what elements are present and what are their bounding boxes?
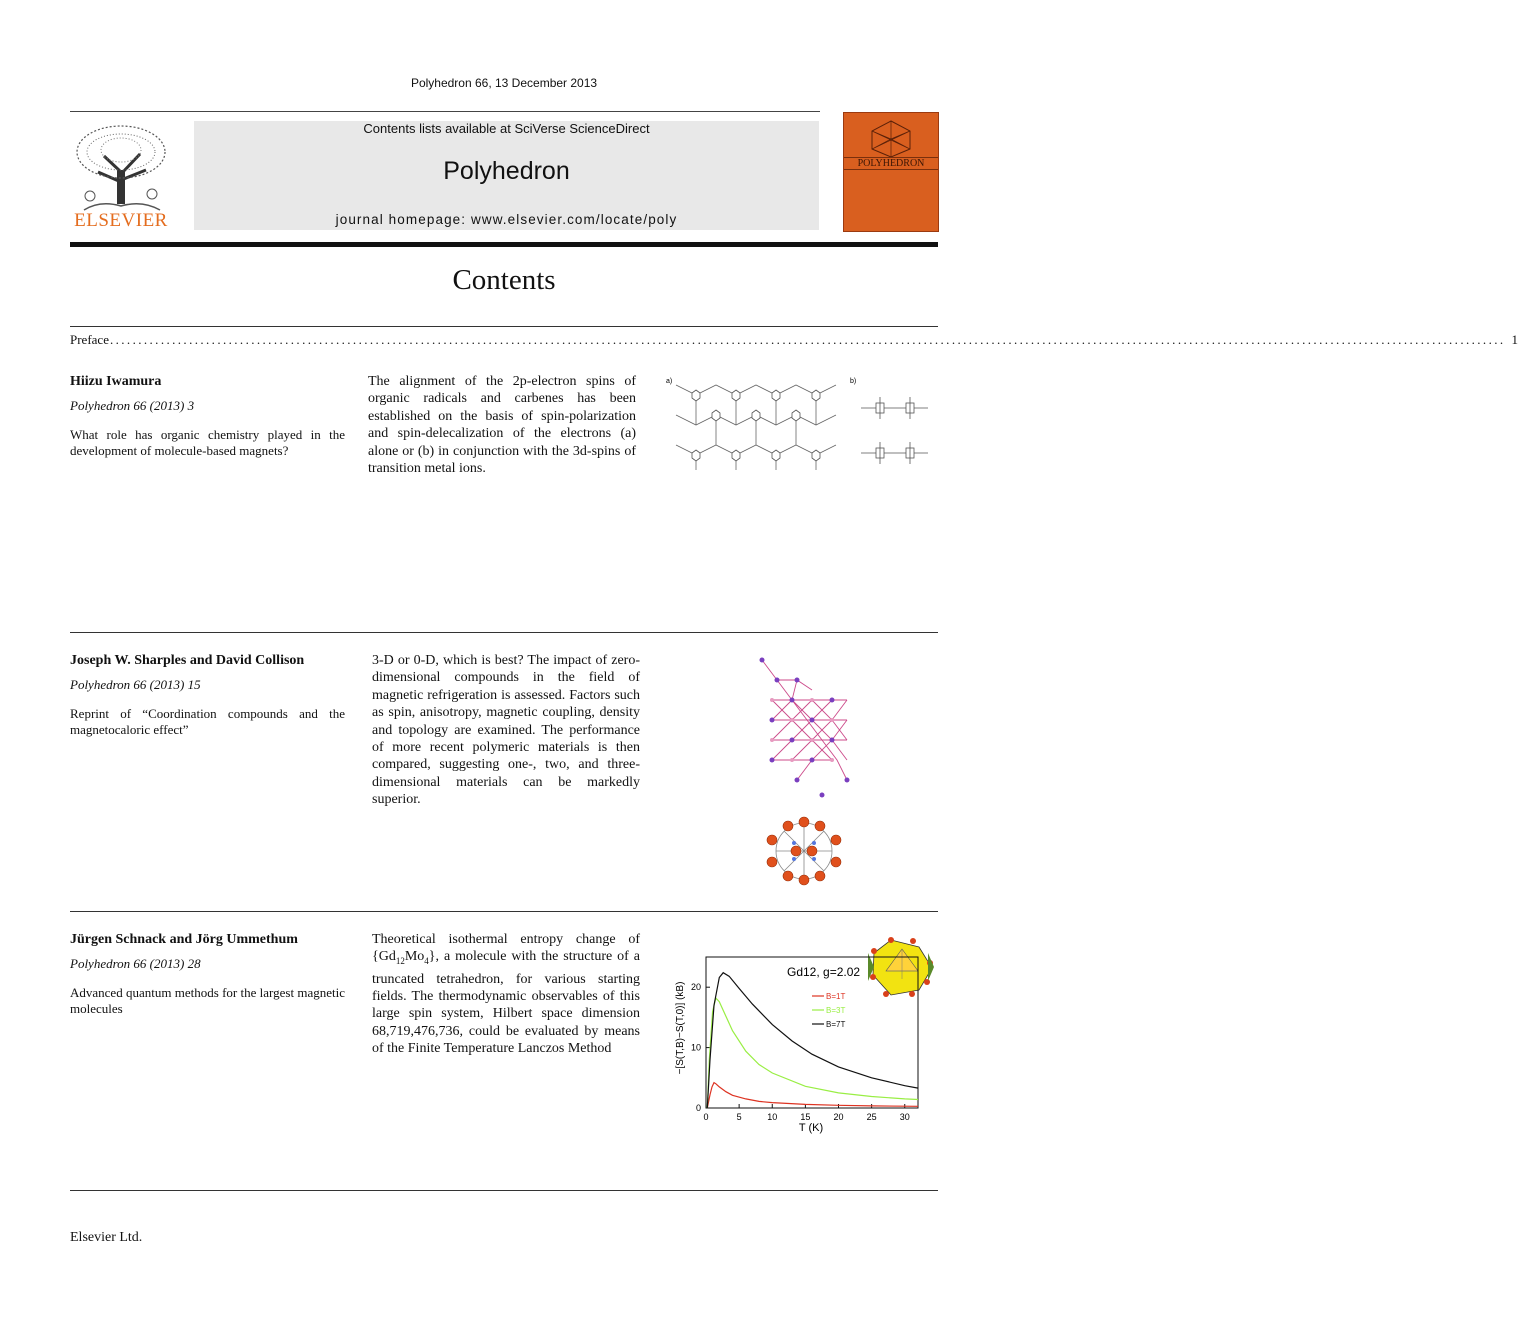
entry-citation: Polyhedron 66 (2013) 3 [70, 398, 195, 413]
divider [70, 326, 938, 327]
chart-x-tick-label: 20 [833, 1112, 844, 1122]
chart-y-tick-label: 10 [690, 1042, 701, 1053]
header-rule [70, 111, 820, 112]
graphical-abstract-2a [752, 655, 857, 800]
entry-note: Advanced quantum methods for the largest magnetic molecules [70, 985, 345, 1016]
entry-abstract: Theoretical isothermal entropy change of $\{Gd_{12}Mo_4\}$, a molecule with the structure of a truncated tetrahedron, for various starting fields. The thermodynamic observables of this large spin system, Hilbert space dimension 68,719,476,736, could be evaluated by means of the Finite Temperature Lanczos Method [372, 932, 640, 1057]
preface-label: Preface [70, 332, 109, 347]
entropy-chart [664, 935, 940, 1135]
chart-x-tick-label: 5 [736, 1112, 742, 1122]
header-thick-rule [70, 242, 938, 247]
entry-abstract: The alignment of the 2p-electron spins of organic radicals and carbenes has been established on the basis of spin-polarization and spin-delecalization of the electrons (a) alone or (b) in conjunction with the 3d-spins of transition metal ions. [368, 374, 636, 477]
chart-y-tick-label: 0 [695, 1103, 701, 1113]
journal-citation: Polyhedron 66, 13 December 2013 [410, 76, 598, 90]
entry-authors[interactable]: Jürgen Schnack and Jörg Ummethum [70, 932, 298, 947]
cover-title: POLYHEDRON [844, 157, 938, 170]
elsevier-logo [70, 122, 172, 232]
chart-series-line [707, 998, 918, 1108]
chart-x-axis-label: T (K) [798, 1122, 824, 1134]
preface-page: 1 [1511, 332, 1518, 347]
chart-x-tick-label: 10 [767, 1112, 778, 1122]
divider [70, 1190, 938, 1191]
spin-network-figure [666, 375, 938, 475]
elsevier-wordmark: ELSEVIER [74, 210, 168, 231]
journal-banner [194, 121, 819, 230]
divider [70, 911, 938, 912]
page-title: Contents [452, 264, 556, 296]
preface-toc-row[interactable] [70, 332, 1518, 348]
chart-x-tick-label: 25 [866, 1112, 877, 1122]
journal-homepage[interactable]: journal homepage: www.elsevier.com/locate/poly [335, 212, 678, 227]
entry-note: What role has organic chemistry played in the development of molecule-based magnets? [70, 427, 345, 458]
divider [70, 632, 938, 633]
chart-x-tick-label: 15 [800, 1112, 811, 1122]
chart-x-tick-label: 0 [703, 1112, 709, 1122]
polymeric-lattice-figure [752, 655, 857, 800]
journal-title: Polyhedron [443, 157, 570, 185]
zero-d-cluster-figure [758, 810, 850, 892]
figure-label-b: b) [850, 378, 857, 385]
contents-available-line: Contents lists available at SciVerse ScienceDirect [363, 121, 650, 136]
chart-title: Gd12, g=2.02 [787, 965, 861, 979]
entry-citation: Polyhedron 66 (2013) 28 [70, 956, 201, 971]
figure-label-a: a) [666, 378, 673, 385]
chart-y-axis-label: −[S(T,B)−S(T,0)] (kB) [675, 981, 686, 1075]
entry-note: Reprint of “Coordination compounds and the magnetocaloric effect” [70, 706, 345, 737]
chart-legend-label: B=7T [826, 1020, 846, 1029]
graphical-abstract-2b [758, 810, 850, 892]
graphical-abstract-3 [664, 935, 940, 1135]
chart-y-tick-label: 20 [690, 982, 701, 993]
chart-x-tick-label: 30 [899, 1112, 910, 1122]
polyhedron-icon [866, 119, 916, 159]
entry-abstract: 3-D or 0-D, which is best? The impact of zero-dimensional compounds in the field of magnetic refrigeration is assessed. Factors such as spin, anisotropy, magnetic coupling, density and topology are examined. The performance of more recent polymeric materials is then compared, suggesting one-, two, and three-dimensional materials can be markedly superior. [372, 653, 640, 808]
leader-dots: ....................................................................................................................................................................................................................................................... [109, 332, 1506, 347]
inset-molecule-figure [868, 937, 934, 997]
chart-legend-label: B=1T [826, 992, 846, 1001]
graphical-abstract-1 [666, 375, 938, 475]
entry-citation: Polyhedron 66 (2013) 15 [70, 677, 201, 692]
entry-authors[interactable]: Joseph W. Sharples and David Collison [70, 653, 305, 668]
entry-authors[interactable]: Hiizu Iwamura [70, 374, 162, 389]
footer-publisher: Elsevier Ltd. [70, 1230, 143, 1245]
journal-cover [843, 112, 939, 232]
chart-legend-label: B=3T [826, 1006, 846, 1015]
